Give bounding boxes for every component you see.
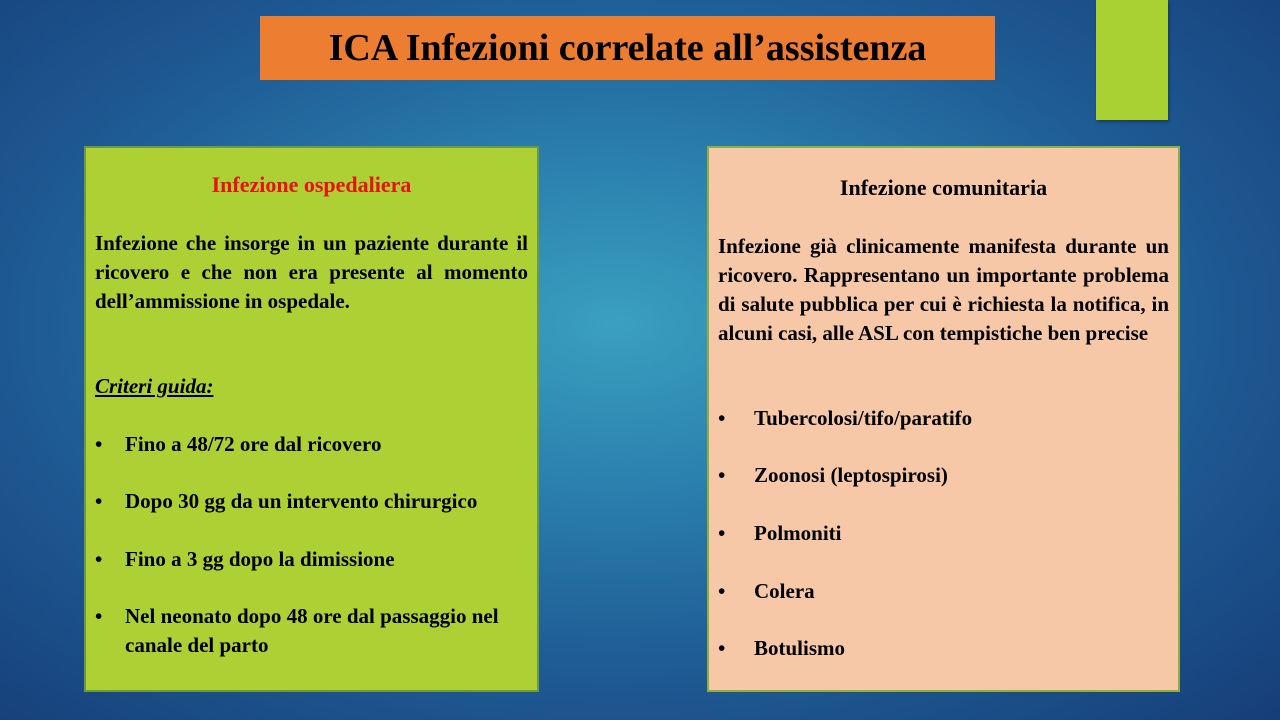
list-item-text: Polmoniti <box>754 521 842 545</box>
criteria-label: Criteri guida: <box>95 374 214 398</box>
list-item-text: Nel neonato dopo 48 ore dal passaggio nel canale del parto <box>125 604 499 657</box>
list-item-text: Botulismo <box>754 636 846 660</box>
bullet-icon: • <box>95 604 103 628</box>
list-item <box>718 634 1169 663</box>
bullet-icon: • <box>95 432 103 456</box>
list-item <box>718 404 1169 433</box>
list-item-text: Dopo 30 gg da un intervento chirurgico <box>125 489 478 513</box>
bullet-icon: • <box>718 579 726 603</box>
list-item <box>718 577 1169 606</box>
community-infection-box <box>707 146 1180 692</box>
bullet-icon: • <box>95 547 103 571</box>
list-item-text: Zoonosi (leptospirosi) <box>754 463 948 487</box>
community-infection-heading: Infezione comunitaria <box>839 175 1048 200</box>
slide-title <box>260 16 995 80</box>
bullet-icon: • <box>718 406 726 430</box>
hospital-infection-description: Infezione che insorge in un paziente durante il ricovero e che non era presente al momento dell’ammissione in ospedale. <box>95 231 528 313</box>
bullet-icon: • <box>718 521 726 545</box>
list-item <box>95 602 528 660</box>
list-item <box>95 545 528 574</box>
list-item <box>718 519 1169 548</box>
bullet-icon: • <box>95 489 103 513</box>
list-item-text: Fino a 3 gg dopo la dimissione <box>125 547 395 571</box>
slide-title-text: ICA Infezioni correlate all’assistenza <box>328 27 927 69</box>
bullet-icon: • <box>718 636 726 660</box>
list-item-text: Tubercolosi/tifo/paratifo <box>754 406 973 430</box>
list-item-text: Colera <box>754 579 815 603</box>
list-item-text: Fino a 48/72 ore dal ricovero <box>125 432 382 456</box>
list-item <box>718 461 1169 490</box>
hospital-infection-box <box>84 146 539 692</box>
hospital-infection-heading: Infezione ospedaliera <box>211 172 412 197</box>
list-item <box>95 430 528 459</box>
accent-rectangle <box>1096 0 1168 120</box>
list-item <box>95 487 528 516</box>
community-infection-description: Infezione già clinicamente manifesta durante un ricovero. Rappresentano un importante problema di salute pubblica per cui è richiesta la notifica, in alcuni casi, alle ASL con tempistiche ben precise <box>718 234 1169 345</box>
bullet-icon: • <box>718 463 726 487</box>
